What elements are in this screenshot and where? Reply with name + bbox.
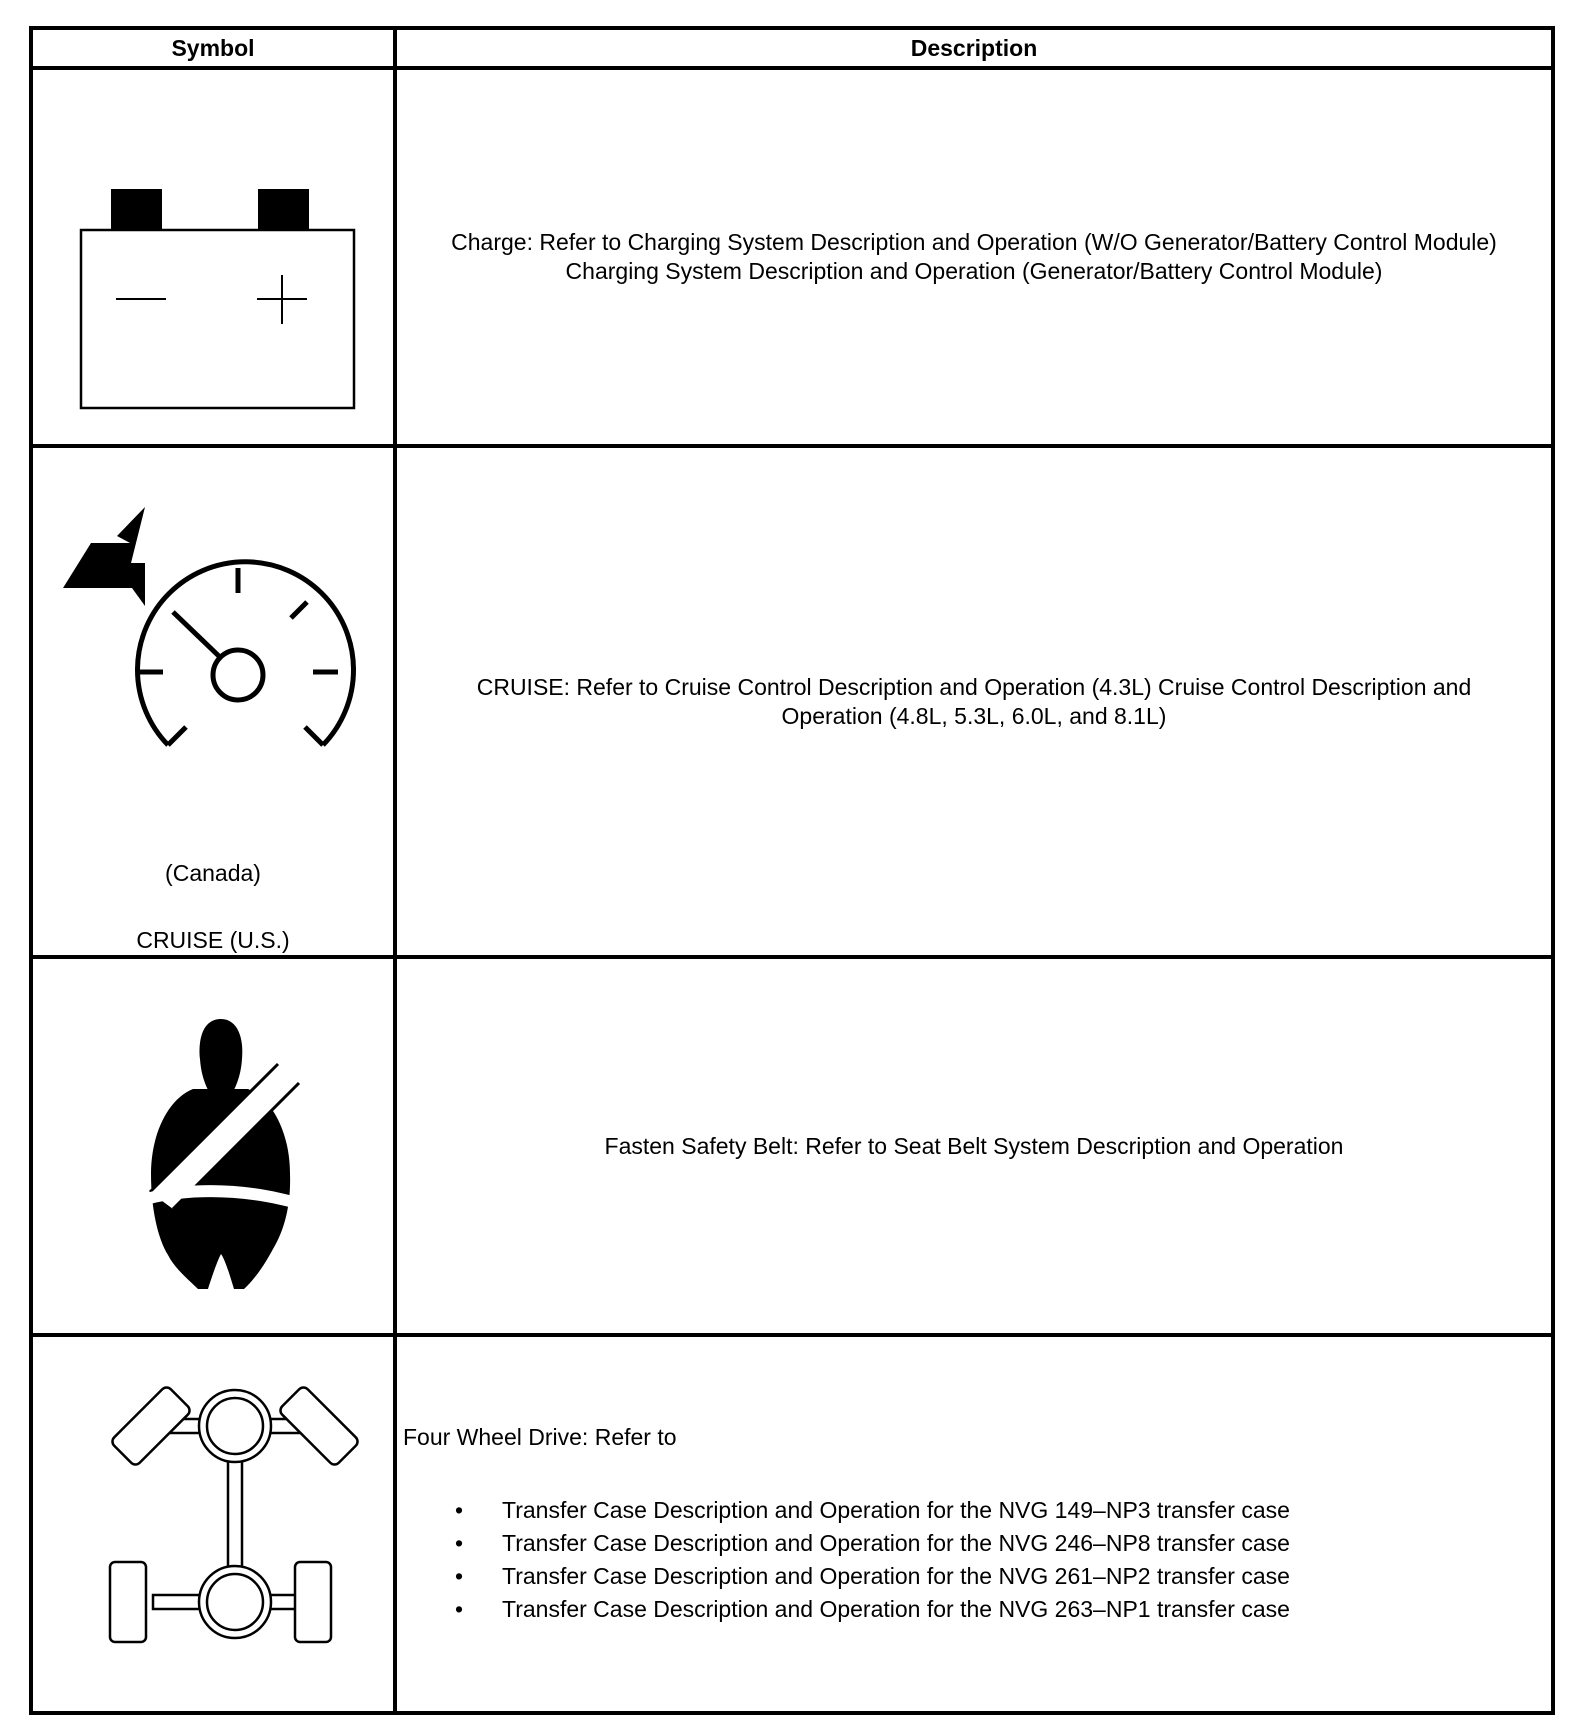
- description-line: Charging System Description and Operation (Generator/Battery Control Module): [565, 258, 1383, 284]
- bullet-icon: •: [455, 1496, 464, 1523]
- bullet-icon: •: [455, 1595, 464, 1622]
- description-cell-charge: [395, 68, 1553, 446]
- header-row: [31, 28, 1553, 68]
- description-column-header: Description: [395, 28, 1553, 68]
- four-wheel-drive-intro: Four Wheel Drive: Refer to: [403, 1423, 677, 1450]
- symbol-description-table: [29, 26, 1555, 1715]
- cruise-speedometer-icon: [33, 448, 397, 758]
- symbol-caption-canada: (Canada): [165, 860, 261, 886]
- symbol-column-header: Symbol: [31, 28, 395, 68]
- list-item-text: Transfer Case Description and Operation for the NVG 149–NP3 transfer case: [502, 1496, 1290, 1523]
- list-item: [455, 1527, 1551, 1560]
- list-item-text: Transfer Case Description and Operation for the NVG 261–NP2 transfer case: [502, 1562, 1290, 1589]
- symbol-cell-seat-belt: [31, 957, 395, 1335]
- transfer-case-list: [403, 1494, 1551, 1626]
- bullet-icon: •: [455, 1529, 464, 1556]
- bullet-icon: •: [455, 1562, 464, 1589]
- list-item-text: Transfer Case Description and Operation for the NVG 263–NP1 transfer case: [502, 1595, 1290, 1622]
- table-row-charge: [31, 68, 1553, 446]
- description-line: CRUISE: Refer to Cruise Control Description and Operation (4.3L) Cruise Control Description and: [476, 673, 1472, 700]
- list-item: [455, 1560, 1551, 1593]
- symbol-cell-cruise: [31, 446, 395, 957]
- description-cell-four-wheel-drive: [395, 1335, 1553, 1713]
- description-line: Fasten Safety Belt: Refer to Seat Belt System Description and Operation: [604, 1132, 1344, 1159]
- table-row-seat-belt: [31, 957, 1553, 1335]
- description-cell-seat-belt: [395, 957, 1553, 1335]
- list-item: [455, 1494, 1551, 1527]
- table-row-cruise: [31, 446, 1553, 957]
- symbol-cell-four-wheel-drive: [31, 1335, 395, 1713]
- list-item-text: Transfer Case Description and Operation for the NVG 246–NP8 transfer case: [502, 1529, 1290, 1556]
- symbol-caption-us: CRUISE (U.S.): [136, 927, 290, 953]
- symbol-cell-charge: [31, 68, 395, 446]
- description-line: Charge: Refer to Charging System Description and Operation (W/O Generator/Battery Control Module): [451, 229, 1497, 255]
- description-line: Operation (4.8L, 5.3L, 6.0L, and 8.1L): [781, 702, 1167, 729]
- description-cell-cruise: [395, 446, 1553, 957]
- seat-belt-icon: [33, 959, 397, 1333]
- four-wheel-drive-icon: [33, 1337, 397, 1711]
- battery-icon: [33, 70, 397, 444]
- table-row-four-wheel-drive: [31, 1335, 1553, 1713]
- list-item: [455, 1593, 1551, 1626]
